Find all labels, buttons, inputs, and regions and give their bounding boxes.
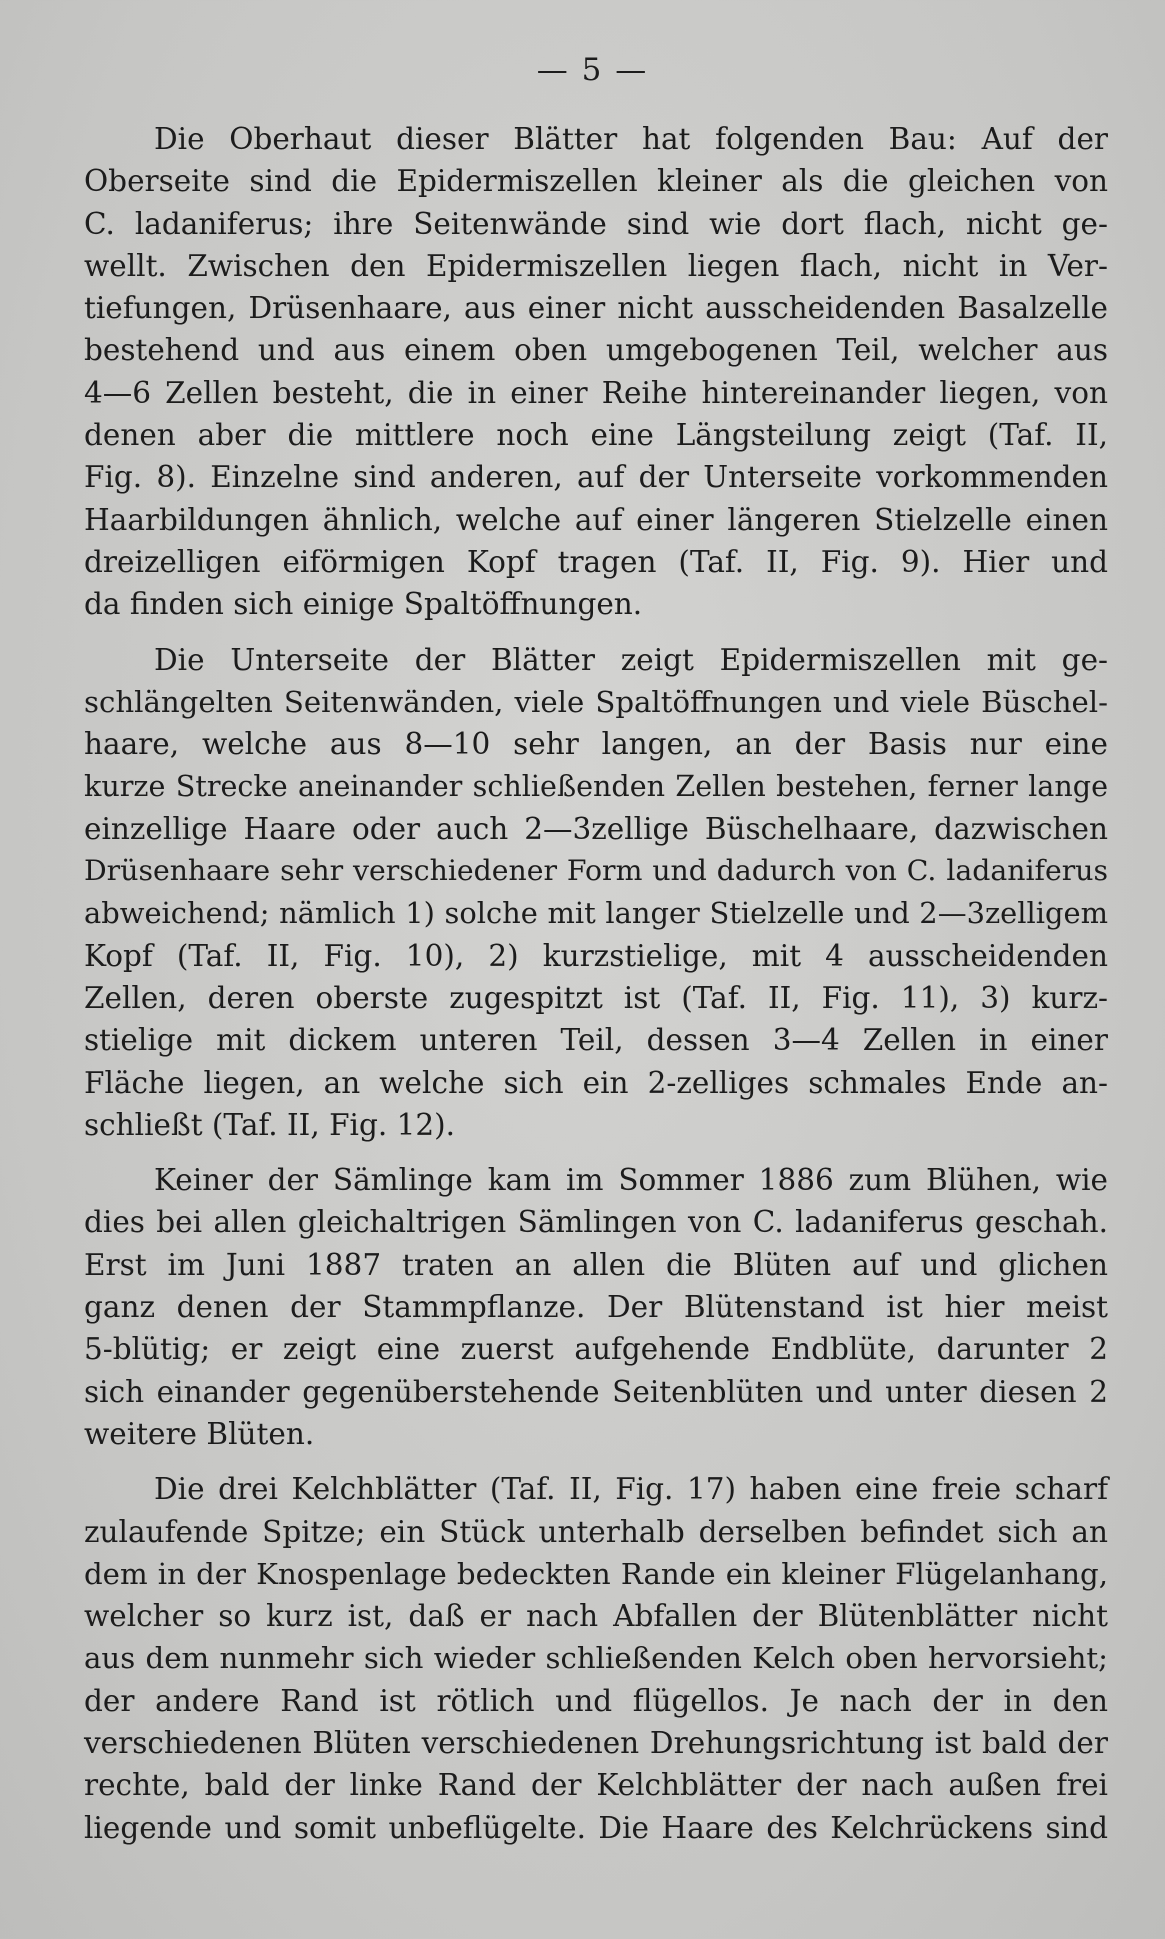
text-line: einzellige Haare oder auch 2—3zellige Büschelhaare, dazwischen xyxy=(84,811,1108,846)
text-line: der andere Rand ist rötlich und flügellos. Je nach der in den xyxy=(84,1683,1108,1718)
text-line: Oberseite sind die Epidermiszellen kleiner als die gleichen von xyxy=(84,164,1108,199)
text-line: C. ladaniferus; ihre Seitenwände sind wie dort flach, nicht ge- xyxy=(84,206,1108,241)
text-line: tiefungen, Drüsenhaare, aus einer nicht ausscheidenden Basalzelle xyxy=(84,291,1108,326)
text-line: Erst im Juni 1887 traten an allen die Blüten auf und glichen xyxy=(84,1247,1108,1282)
text-line: da finden sich einige Spaltöffnungen. xyxy=(84,587,643,622)
text-line: abweichend; nämlich 1) solche mit langer Stielzelle und 2—3zelligem xyxy=(84,896,1108,931)
text-line: dem in der Knospenlage bedeckten Rande ein kleiner Flügelanhang, xyxy=(84,1556,1108,1591)
text-line: sich einander gegenüberstehende Seitenblüten und unter diesen 2 xyxy=(84,1374,1108,1409)
text-line: weitere Blüten. xyxy=(84,1416,315,1451)
text-line: Zellen, deren oberste zugespitzt ist (Taf. II, Fig. 11), 3) kurz- xyxy=(84,980,1108,1015)
paragraph xyxy=(84,1159,1108,1455)
text-line: dies bei allen gleichaltrigen Sämlingen von C. ladaniferus geschah. xyxy=(84,1205,1108,1240)
text-line: Die drei Kelchblätter (Taf. II, Fig. 17) haben eine freie scharf xyxy=(154,1472,1108,1507)
text-line: rechte, bald der linke Rand der Kelchblätter der nach außen frei xyxy=(84,1768,1108,1803)
text-line: Haarbildungen ähnlich, welche auf einer längeren Stielzelle einen xyxy=(84,502,1108,537)
text-line: schließt (Taf. II, Fig. 12). xyxy=(84,1107,456,1142)
text-line: schlängelten Seitenwänden, viele Spaltöffnungen und viele Büschel- xyxy=(84,684,1108,719)
text-line: Die Unterseite der Blätter zeigt Epidermiszellen mit ge- xyxy=(154,642,1108,677)
text-line: Fig. 8). Einzelne sind anderen, auf der Unterseite vorkommenden xyxy=(84,460,1108,495)
text-line: 5-blütig; er zeigt eine zuerst aufgehende Endblüte, darunter 2 xyxy=(84,1332,1108,1367)
text-line: dreizelligen eiförmigen Kopf tragen (Taf. II, Fig. 9). Hier und xyxy=(84,544,1108,579)
text-line: aus dem nunmehr sich wieder schließenden Kelch oben hervorsieht; xyxy=(84,1641,1108,1676)
text-line: ganz denen der Stammpflanze. Der Blütenstand ist hier meist xyxy=(84,1290,1108,1325)
text-line: Drüsenhaare sehr verschiedener Form und dadurch von C. ladaniferus xyxy=(84,854,1108,888)
text-line: zulaufende Spitze; ein Stück unterhalb derselben befindet sich an xyxy=(84,1514,1108,1549)
text-line: stielige mit dickem unteren Teil, dessen 3—4 Zellen in einer xyxy=(84,1023,1108,1058)
body-text xyxy=(84,118,1108,1862)
paragraph xyxy=(84,639,1108,1147)
text-line: welcher so kurz ist, daß er nach Abfallen der Blütenblätter nicht xyxy=(84,1599,1108,1634)
text-line: bestehend und aus einem oben umgebogenen Teil, welcher aus xyxy=(84,333,1108,368)
text-line: 4—6 Zellen besteht, die in einer Reihe hintereinander liegen, von xyxy=(84,375,1108,410)
text-line: denen aber die mittlere noch eine Längsteilung zeigt (Taf. II, xyxy=(84,418,1108,453)
text-line: verschiedenen Blüten verschiedenen Drehungsrichtung ist bald der xyxy=(84,1725,1108,1760)
text-line: haare, welche aus 8—10 sehr langen, an der Basis nur eine xyxy=(84,727,1108,762)
paragraph xyxy=(84,1468,1108,1849)
text-line: kurze Strecke aneinander schließenden Zellen bestehen, ferner lange xyxy=(84,769,1108,804)
text-line: Fläche liegen, an welche sich ein 2-zelliges schmales Ende an- xyxy=(84,1065,1108,1100)
page-number: — 5 — xyxy=(536,52,649,88)
text-line: Die Oberhaut dieser Blätter hat folgenden Bau: Auf der xyxy=(154,122,1108,156)
text-line: liegende und somit unbeflügelte. Die Haare des Kelchrückens sind xyxy=(84,1810,1108,1845)
text-line: Kopf (Taf. II, Fig. 10), 2) kurzstielige, mit 4 ausscheidenden xyxy=(84,938,1108,973)
text-line: wellt. Zwischen den Epidermiszellen liegen flach, nicht in Ver- xyxy=(84,248,1108,283)
text-line: Keiner der Sämlinge kam im Sommer 1886 zum Blühen, wie xyxy=(154,1163,1108,1198)
paragraph xyxy=(84,118,1108,626)
